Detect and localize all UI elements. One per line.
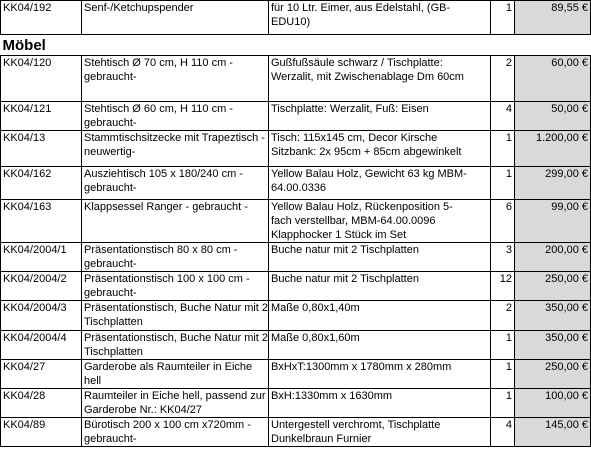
- item-price: 350,00 €: [545, 332, 588, 344]
- item-quantity: 2: [505, 57, 512, 69]
- item-description-cell: [82, 301, 269, 331]
- item-spec-cell: [269, 131, 491, 167]
- item-id: KK04/120: [3, 57, 52, 69]
- item-price: 1.200,00 €: [536, 132, 588, 144]
- item-spec-cell: [269, 360, 491, 389]
- item-id: KK04/28: [3, 390, 46, 402]
- item-spec-line: Tisch: 115x145 cm, Decor Kirsche: [271, 132, 438, 144]
- item-id: KK04/27: [3, 361, 46, 373]
- item-id-cell: [1, 102, 82, 131]
- item-price-cell: [515, 331, 591, 360]
- item-description-line: gebraucht-: [84, 433, 137, 445]
- item-id: KK04/2004/1: [3, 244, 67, 256]
- item-quantity-cell: [491, 56, 515, 102]
- item-price: 50,00 €: [551, 103, 588, 115]
- item-quantity-cell: [491, 131, 515, 167]
- item-price-cell: [515, 301, 591, 331]
- item-price-cell: [515, 131, 591, 167]
- item-description-line: Präsentationstisch, Buche Natur mit 2: [84, 332, 269, 344]
- item-description-line: Tischplatten: [84, 316, 143, 328]
- table-row: [1, 418, 591, 447]
- table-row: [1, 331, 591, 360]
- item-price-cell: [515, 418, 591, 447]
- item-description-cell: [82, 131, 269, 167]
- item-description-line: Präsentationstisch 100 x 100 cm -: [84, 273, 250, 285]
- item-quantity: 12: [499, 273, 512, 285]
- item-description-cell: [82, 243, 269, 272]
- item-description-line: neuwertig-: [84, 146, 136, 158]
- item-quantity-cell: [491, 102, 515, 131]
- item-description-cell: [82, 272, 269, 301]
- item-price-cell: [515, 272, 591, 301]
- item-spec-line: Werzalit, mit Zwischenablage Dm 60cm: [271, 71, 464, 83]
- item-price: 200,00 €: [545, 244, 588, 256]
- item-spec-cell: [269, 56, 491, 102]
- item-spec-cell: [269, 331, 491, 360]
- item-price: 250,00 €: [545, 361, 588, 373]
- item-id: KK04/89: [3, 419, 46, 431]
- item-price-cell: [515, 102, 591, 131]
- item-spec-cell: [269, 102, 491, 131]
- item-description-line: Präsentationstisch 80 x 80 cm -: [84, 244, 238, 256]
- table-row: [1, 301, 591, 331]
- item-spec-line: EDU10): [271, 16, 311, 28]
- item-quantity: 6: [505, 201, 512, 213]
- item-spec-line: Sitzbank: 2x 95cm + 85cm abgewinkelt: [271, 146, 462, 158]
- item-id-cell: [1, 331, 82, 360]
- item-quantity: 1: [505, 132, 512, 144]
- item-id: KK04/163: [3, 201, 52, 213]
- item-quantity-cell: [491, 331, 515, 360]
- item-description-line: Stehtisch Ø 70 cm, H 110 cm -: [84, 57, 233, 69]
- table-row: [1, 243, 591, 272]
- item-description-line: Bürotisch 200 x 100 cm x720mm -: [84, 419, 251, 431]
- item-description-line: gebraucht-: [84, 182, 137, 194]
- item-price: 89,55 €: [551, 2, 588, 14]
- item-description-cell: [82, 418, 269, 447]
- table-row: [1, 102, 591, 131]
- item-spec-line: 64.00.0336: [271, 182, 327, 194]
- item-id-cell: [1, 56, 82, 102]
- item-quantity: 1: [505, 168, 512, 180]
- item-quantity-cell: [491, 301, 515, 331]
- item-price-cell: [515, 389, 591, 418]
- item-spec-cell: [269, 418, 491, 447]
- item-id: KK04/2004/3: [3, 302, 67, 314]
- item-description-line: Klappsessel Ranger - gebraucht -: [84, 201, 248, 213]
- item-description-line: Garderobe Nr.: KK04/27: [84, 404, 203, 416]
- section-title: Möbel: [1, 35, 591, 56]
- item-id-cell: [1, 389, 82, 418]
- item-quantity-cell: [491, 1, 515, 35]
- item-id-cell: [1, 360, 82, 389]
- item-price-cell: [515, 360, 591, 389]
- item-price: 100,00 €: [545, 390, 588, 402]
- table-row: [1, 200, 591, 243]
- item-spec-cell: [269, 389, 491, 418]
- item-quantity-cell: [491, 200, 515, 243]
- item-description-line: gebraucht-: [84, 71, 137, 83]
- item-description-line: Raumteiler in Eiche hell, passend zur: [84, 390, 266, 402]
- item-price: 250,00 €: [545, 273, 588, 285]
- item-description-cell: [82, 1, 269, 35]
- table-row: [1, 167, 591, 200]
- item-quantity-cell: [491, 418, 515, 447]
- item-price: 99,00 €: [551, 201, 588, 213]
- item-spec-line: Dunkelbraun Furnier: [271, 433, 372, 445]
- table-row: [1, 272, 591, 301]
- item-id: KK04/2004/4: [3, 332, 67, 344]
- item-id-cell: [1, 243, 82, 272]
- table-row: [1, 56, 591, 102]
- item-description-line: gebraucht-: [84, 117, 137, 129]
- item-spec-cell: [269, 301, 491, 331]
- item-description-line: Ausziehtisch 105 x 180/240 cm -: [84, 168, 243, 180]
- item-description-line: gebraucht-: [84, 287, 137, 299]
- item-spec-cell: [269, 1, 491, 35]
- item-description-line: Garderobe als Raumteiler in Eiche: [84, 361, 253, 373]
- item-spec-cell: [269, 243, 491, 272]
- item-description-cell: [82, 331, 269, 360]
- price-list-body: [1, 1, 591, 447]
- item-price: 350,00 €: [545, 302, 588, 314]
- item-description-line: Stehtisch Ø 60 cm, H 110 cm -: [84, 103, 233, 115]
- item-description-line: Senf-/Ketchupspender: [84, 2, 194, 14]
- item-spec-line: BxH:1330mm x 1630mm: [271, 390, 393, 402]
- item-id-cell: [1, 301, 82, 331]
- item-spec-line: fach verstellbar, MBM-64.00.0096: [271, 215, 436, 227]
- item-price-cell: [515, 243, 591, 272]
- item-description-cell: [82, 389, 269, 418]
- item-id: KK04/13: [3, 132, 46, 144]
- item-price-cell: [515, 1, 591, 35]
- section-header-row: [1, 35, 591, 56]
- item-quantity: 1: [505, 2, 512, 14]
- item-id-cell: [1, 272, 82, 301]
- item-quantity-cell: [491, 389, 515, 418]
- item-price-cell: [515, 167, 591, 200]
- item-spec-line: Gußfußsäule schwarz / Tischplatte:: [271, 57, 443, 69]
- item-id: KK04/121: [3, 103, 52, 115]
- item-quantity: 1: [505, 332, 512, 344]
- item-id: KK04/2004/2: [3, 273, 67, 285]
- item-id-cell: [1, 1, 82, 35]
- table-row: [1, 1, 591, 35]
- item-quantity: 1: [505, 390, 512, 402]
- item-price-cell: [515, 56, 591, 102]
- item-quantity: 2: [505, 302, 512, 314]
- item-id: KK04/192: [3, 2, 52, 14]
- item-quantity: 4: [505, 419, 512, 431]
- item-description-cell: [82, 102, 269, 131]
- item-description-line: gebraucht-: [84, 258, 137, 270]
- item-description-line: Stammtischsitzecke mit Trapeztisch -: [84, 132, 265, 144]
- item-id-cell: [1, 200, 82, 243]
- item-spec-cell: [269, 272, 491, 301]
- item-spec-line: Maße 0,80x1,40m: [271, 302, 360, 314]
- item-quantity: 1: [505, 361, 512, 373]
- item-description-cell: [82, 56, 269, 102]
- item-price: 145,00 €: [545, 419, 588, 431]
- item-spec-line: BxHxT:1300mm x 1780mm x 280mm: [271, 361, 452, 373]
- item-quantity-cell: [491, 167, 515, 200]
- item-description-line: Tischplatten: [84, 346, 143, 358]
- item-spec-cell: [269, 167, 491, 200]
- item-spec-line: Klapphocker 1 Stück im Set: [271, 229, 407, 241]
- item-id-cell: [1, 418, 82, 447]
- item-quantity: 3: [505, 244, 512, 256]
- item-description-cell: [82, 360, 269, 389]
- item-id-cell: [1, 167, 82, 200]
- table-row: [1, 360, 591, 389]
- table-row: [1, 131, 591, 167]
- item-quantity-cell: [491, 272, 515, 301]
- item-id: KK04/162: [3, 168, 52, 180]
- item-spec-line: für 10 Ltr. Eimer, aus Edelstahl, (GB-: [271, 2, 451, 14]
- item-price: 60,00 €: [551, 57, 588, 69]
- table-row: [1, 389, 591, 418]
- item-quantity-cell: [491, 243, 515, 272]
- item-description-line: hell: [84, 375, 102, 387]
- item-spec-line: Tischplatte: Werzalit, Fuß: Eisen: [271, 103, 429, 115]
- item-spec-line: Yellow Balau Holz, Gewicht 63 kg MBM-: [271, 168, 467, 180]
- item-spec-line: Untergestell verchromt, Tischplatte: [271, 419, 441, 431]
- item-spec-line: Maße 0,80x1,60m: [271, 332, 360, 344]
- item-description-line: Präsentationstisch, Buche Natur mit 2: [84, 302, 269, 314]
- item-price: 299,00 €: [545, 168, 588, 180]
- item-price-cell: [515, 200, 591, 243]
- item-spec-line: Buche natur mit 2 Tischplatten: [271, 244, 419, 256]
- item-quantity-cell: [491, 360, 515, 389]
- item-spec-line: Yellow Balau Holz, Rückenposition 5-: [271, 201, 453, 213]
- item-spec-line: Buche natur mit 2 Tischplatten: [271, 273, 419, 285]
- item-spec-cell: [269, 200, 491, 243]
- item-description-cell: [82, 167, 269, 200]
- item-quantity: 4: [505, 103, 512, 115]
- item-id-cell: [1, 131, 82, 167]
- item-description-cell: [82, 200, 269, 243]
